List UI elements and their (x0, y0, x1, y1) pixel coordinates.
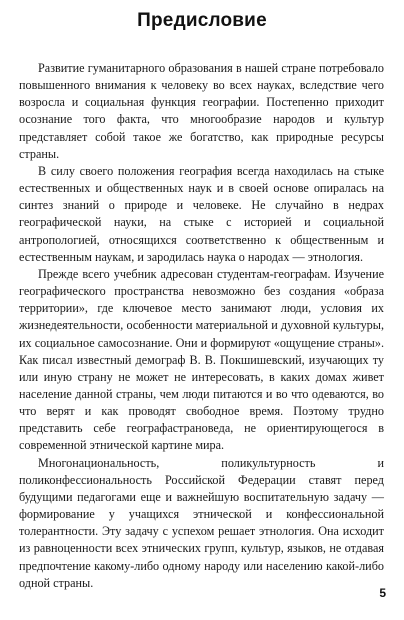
paragraph-4: Многонациональность, поликультурность и поликонфессиональность Российской Федерации ставят перед будущими педагогами еще и важнейшую воспитательную задачу — формирование у учащихся этнической и конфессиональной толерантности. Эту задачу с успехом решает этнология. Она исходит из равноценности всех этнических групп, культур, языков, не отдавая предпочтение какому-либо одному народу или населению какой-либо одной страны. (19, 455, 384, 590)
paragraph-3: Прежде всего учебник адресован студентам-географам. Изучение географического пространства невозможно без создания «образа территории», где ключевое место занимают люди, условия их жизнедеятельности, особенности материальной и духовной культуры, их социальное самосознание. Они и формируют «ощущение страны». Как писал известный демограф В. В. Покшишевский, изучающих ту или иную страну не может не интересовать, в каких домах живет население данной страны, чем люди питаются и во что одеваются, во что верят и как проводят свободное время. Поэтому трудно представить себе географастрановеда, не ориентирующегося в современной этнической картине мира. (19, 266, 384, 453)
page-number: 5 (379, 586, 386, 600)
paragraph-2: В силу своего положения география всегда находилась на стыке естественных и общественных наук и в своей основе опиралась на синтез знаний о природе и человеке. Не случайно в недрах географической науки, на стыке с историей и социальной антропологией, относящихся соответственно к общественным и естественным наукам, и зародилась наука о народах — этнология. (19, 163, 384, 264)
paragraph-1: Развитие гуманитарного образования в нашей стране потребовало повышенного внимания к человеку во всех науках, вследствие чего возросла и социальная функция географии. Постепенно приходит осознание того факта, что многообразие народов и культур представляет собой такое же богатство, как природные ресурсы страны. (19, 61, 384, 161)
body-text (19, 60, 384, 592)
page-title: Предисловие (137, 10, 267, 31)
